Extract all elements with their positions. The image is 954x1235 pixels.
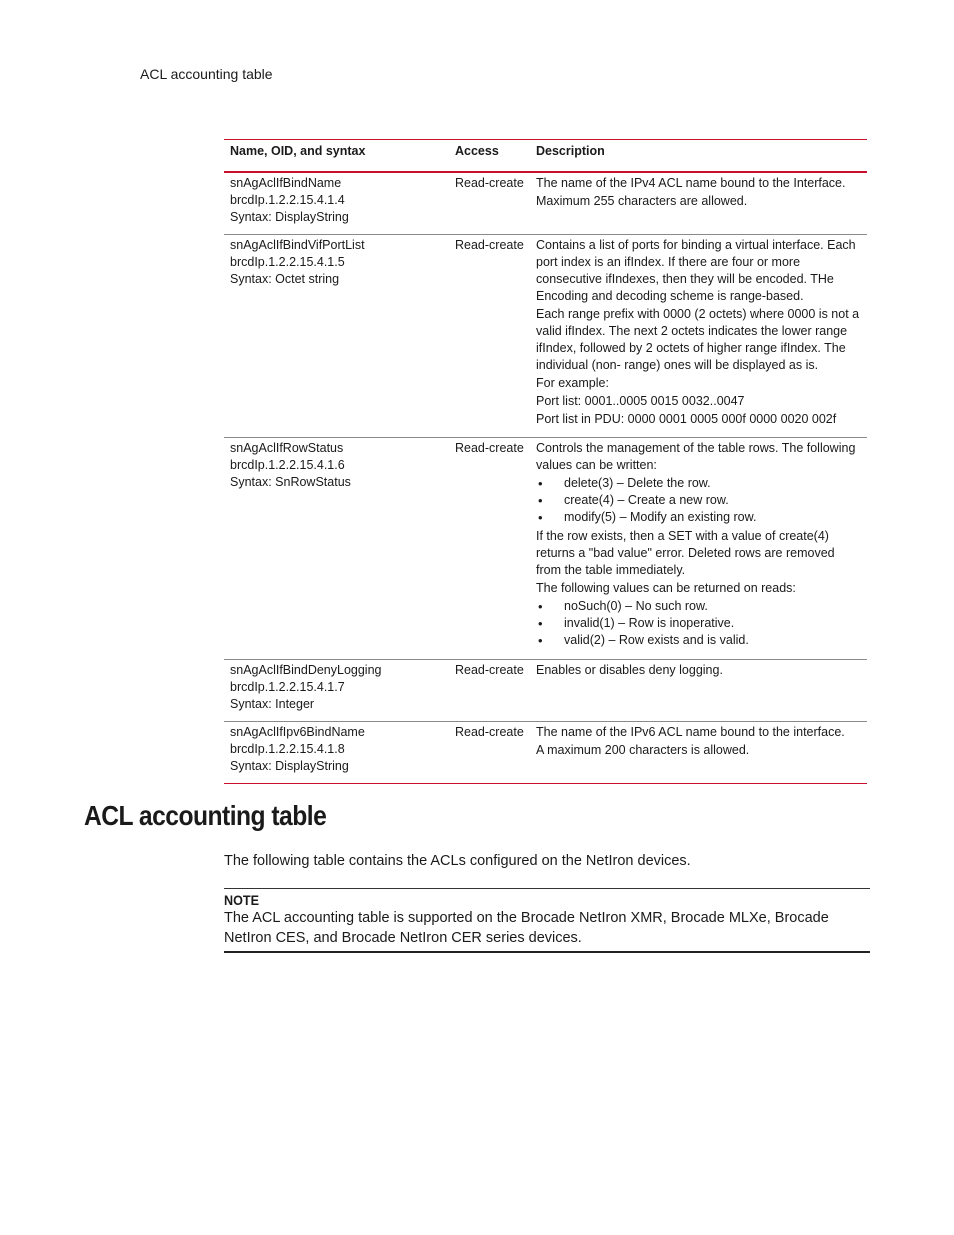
table-row <box>224 172 867 235</box>
bullet-icon: • <box>538 493 543 508</box>
bullet-icon: • <box>538 616 543 631</box>
object-syntax: Syntax: Integer <box>230 697 315 711</box>
bullet-text: invalid(1) – Row is inoperative. <box>564 616 735 630</box>
bullet-icon: • <box>538 476 543 491</box>
note-label: NOTE <box>224 892 260 908</box>
object-name: snAgAclIfRowStatus <box>230 441 344 455</box>
header-access: Access <box>455 144 499 158</box>
table-body <box>224 172 867 784</box>
bullet-item <box>536 615 861 632</box>
note-box <box>224 888 870 953</box>
object-syntax: Syntax: Octet string <box>230 272 340 286</box>
description-paragraph: For example: <box>536 376 609 390</box>
section-heading: ACL accounting table <box>84 800 327 831</box>
description-paragraph: Port list in PDU: 0000 0001 0005 000f 0000 0020 002f <box>536 412 837 426</box>
bullet-text: noSuch(0) – No such row. <box>564 599 708 613</box>
bullet-item <box>536 632 861 649</box>
access-cell: Read-create <box>455 441 524 455</box>
description-paragraph: The name of the IPv4 ACL name bound to the Interface. <box>536 176 846 190</box>
description-cell <box>530 235 867 438</box>
description-paragraph: If the row exists, then a SET with a value of create(4) returns a "bad value" error. Deleted rows are removed from the table immediately. <box>536 529 835 577</box>
description-cell <box>530 722 867 784</box>
bullet-text: delete(3) – Delete the row. <box>564 476 711 490</box>
description-paragraph: Each range prefix with 0000 (2 octets) where 0000 is not a valid ifIndex. The next 2 octets indicates the lower range ifIndex, followed by 2 octets of higher range ifIndex. The individual (non- range) ones will be displayed as is. <box>536 307 860 372</box>
intro-paragraph: The following table contains the ACLs configured on the NetIron devices. <box>224 853 691 869</box>
object-syntax: Syntax: DisplayString <box>230 210 349 224</box>
mib-object-table <box>224 139 867 784</box>
running-header: ACL accounting table <box>140 66 273 82</box>
bullet-text: valid(2) – Row exists and is valid. <box>564 633 749 647</box>
access-cell: Read-create <box>455 663 524 677</box>
description-paragraph: Maximum 255 characters are allowed. <box>536 194 748 208</box>
object-oid: brcdIp.1.2.2.15.4.1.7 <box>230 680 345 694</box>
description-paragraph: Enables or disables deny logging. <box>536 663 723 677</box>
name-oid-syntax-cell <box>224 722 449 784</box>
bullet-text: modify(5) – Modify an existing row. <box>564 510 757 524</box>
bullet-icon: • <box>538 599 543 614</box>
description-bullet-list <box>536 475 861 526</box>
description-cell <box>530 172 867 235</box>
object-oid: brcdIp.1.2.2.15.4.1.8 <box>230 742 345 756</box>
access-cell: Read-create <box>455 238 524 252</box>
description-paragraph: A maximum 200 characters is allowed. <box>536 743 750 757</box>
object-oid: brcdIp.1.2.2.15.4.1.5 <box>230 255 345 269</box>
name-oid-syntax-cell <box>224 172 449 235</box>
bullet-item <box>536 492 861 509</box>
description-paragraph: The following values can be returned on reads: <box>536 581 796 595</box>
description-paragraph: Port list: 0001..0005 0015 0032..0047 <box>536 394 745 408</box>
bullet-item <box>536 509 861 526</box>
name-oid-syntax-cell <box>224 438 449 660</box>
table-header-row <box>224 140 867 173</box>
table-row <box>224 722 867 784</box>
bullet-item <box>536 475 861 492</box>
bullet-icon: • <box>538 633 543 648</box>
object-name: snAgAclIfBindDenyLogging <box>230 663 382 677</box>
description-paragraph: Contains a list of ports for binding a virtual interface. Each port index is an ifIndex. If there are four or more consecutive ifIndexes, then they will be encoded. THe Encoding and decoding scheme is range-based. <box>536 238 856 303</box>
object-oid: brcdIp.1.2.2.15.4.1.4 <box>230 193 345 207</box>
access-cell: Read-create <box>455 176 524 190</box>
header-name-oid-syntax: Name, OID, and syntax <box>230 144 366 158</box>
name-oid-syntax-cell <box>224 660 449 722</box>
description-paragraph: The name of the IPv6 ACL name bound to the interface. <box>536 725 845 739</box>
object-oid: brcdIp.1.2.2.15.4.1.6 <box>230 458 345 472</box>
description-bullet-list <box>536 598 861 649</box>
bullet-icon: • <box>538 510 543 525</box>
description-cell <box>530 438 867 660</box>
table-row <box>224 660 867 722</box>
table-row <box>224 235 867 438</box>
object-syntax: Syntax: DisplayString <box>230 759 349 773</box>
name-oid-syntax-cell <box>224 235 449 438</box>
header-description: Description <box>536 144 605 158</box>
bullet-item <box>536 598 861 615</box>
description-cell <box>530 660 867 722</box>
table-row <box>224 438 867 660</box>
description-paragraph: Controls the management of the table rows. The following values can be written: <box>536 441 856 472</box>
object-name: snAgAclIfBindVifPortList <box>230 238 365 252</box>
object-name: snAgAclIfIpv6BindName <box>230 725 365 739</box>
note-text: The ACL accounting table is supported on the Brocade NetIron XMR, Brocade MLXe, Brocade NetIron CES, and Brocade NetIron CER series devices. <box>224 910 829 946</box>
access-cell: Read-create <box>455 725 524 739</box>
object-name: snAgAclIfBindName <box>230 176 342 190</box>
bullet-text: create(4) – Create a new row. <box>564 493 729 507</box>
object-syntax: Syntax: SnRowStatus <box>230 475 351 489</box>
